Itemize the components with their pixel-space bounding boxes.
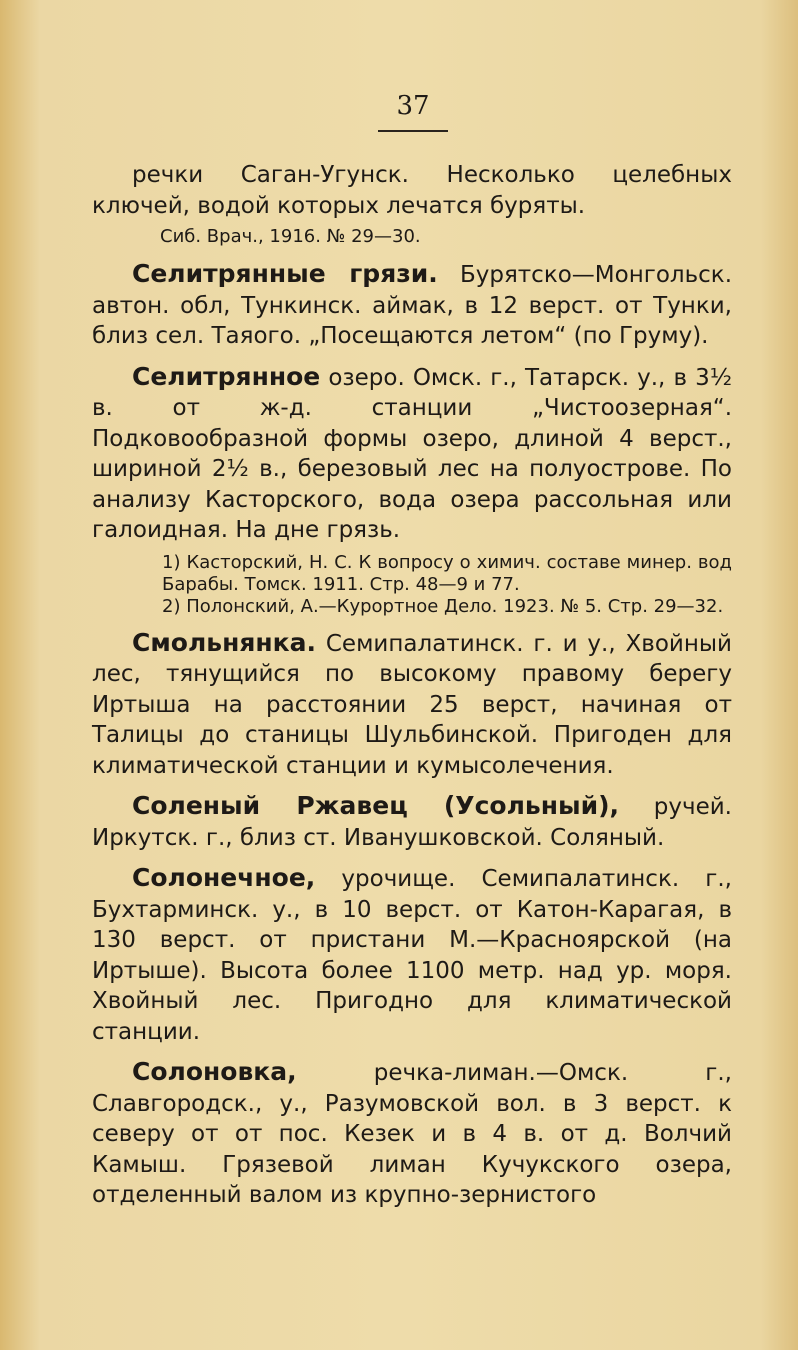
entry-heading: Селитрянные грязи. [132,259,438,288]
entry-solonechnoe [92,863,732,1047]
entry-selitryannye-gryazi [92,259,732,352]
entry-heading: Соленый Ржавец (Усольный), [132,791,620,820]
entry-heading: Смольнянка. [132,627,317,657]
intro-citation: Сиб. Врач., 1916. № 29—30. [160,226,421,247]
entry-body: Семипалатинск. г. и у., Хвойный лес, тянущийся по высокому правому берегу Иртыша на расстоянии 25 верст, начиная от Талицы до станицы Шульбинской. Пригоден для климатической станции и кумысолечения. [92,630,732,779]
entry-soleny-rzhavets [92,791,732,853]
entry-body: озеро. Омск. г., Татарск. у., в 3½ в. от ж-д. станции „Чистоозерная“. Подковообразной формы озеро, длиной 4 верст., шириной 2½ в., березовый лес на полуострове. По анализу Касторского, вода озера рассольная или галоидная. На дне грязь. [92,364,732,543]
page-body [92,160,732,1211]
entry-selitryannoe-ozero [92,362,732,546]
entry-body: Бурятско—Монгольск. автон. обл, Тункинск. аймак, в 12 верст. от Тунки, близ сел. Таяого. „Посещаются летом“ (по Груму). [92,262,733,349]
entry-smolnyanka [92,628,732,782]
entry-heading: Солоновка, [132,1057,297,1086]
entry-body: ручей. Иркутск. г., близ ст. Иванушковской. Соляный. [92,794,732,851]
entry-heading: Солонечное, [132,863,316,892]
footnote-2: 2) Полонский, А.—Курортное Дело. 1923. № 5. Стр. 29—32. [162,595,724,617]
footnotes [92,552,732,618]
entry-solonovka [92,1057,732,1211]
intro-paragraph: речки Саган-Угунск. Несколько целебных ключей, водой которых лечатся буряты. [92,162,732,219]
entry-body: речка-лиман.—Омск. г., Славгородск., у., Разумовской вол. в 3 верст. к северу от от пос. Кезек и в 4 в. от д. Волчий Камыш. Грязевой лиман Кучукского озера, отделенный валом из крупно-зернистого [92,1060,732,1208]
entry-body: урочище. Семипалатинск. г., Бухтарминск. у., в 10 верст. от Катон-Карагая, в 130 верст. от пристани М.—Красноярской (на Иртыше). Высота более 1100 метр. над ур. моря. Хвойный лес. Пригодно для климатической станции. [92,866,732,1045]
page-number: 37 [378,88,448,132]
entry-heading: Селитрянное [132,361,321,391]
footnote-1: 1) Касторский, Н. С. К вопросу о химич. составе минер. вод Барабы. Томск. 1911. Стр. 48—9 и 77. [162,551,732,595]
